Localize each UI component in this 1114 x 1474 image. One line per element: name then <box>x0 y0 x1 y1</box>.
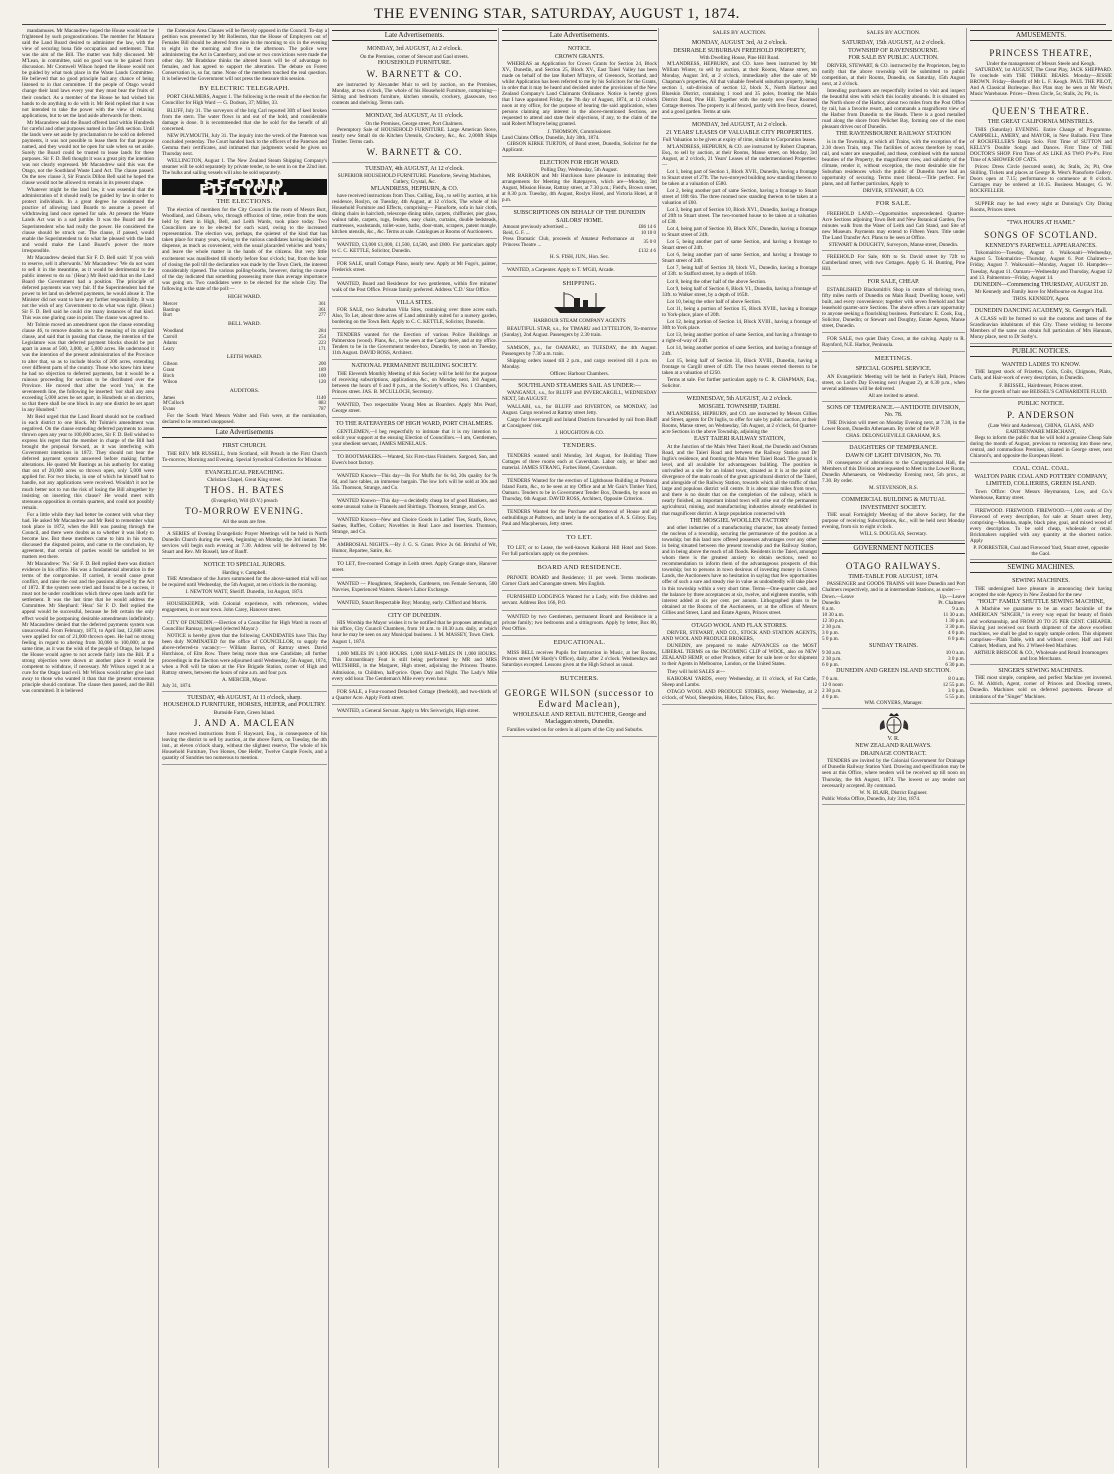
table-row: Grant 189 <box>163 368 326 374</box>
timetable-header: Down.—Leave Up.—Leave <box>822 594 965 601</box>
advert: TUESDAY, 4th AUGUST, At 11 o'clock, sharp. HOUSEHOLD FURNITURE, HORSES, HEIFER, and POULTRY. Burnside Farm, Green Island. J. AND A. MACLEAN have received instructions from F. Hayward, Esq., in consequence of his leaving the district to sell by auction, at the above Farm, on Tuesday, the 4th inst., at eleven o'clock sharp, without the slightest reserve, The whole of his Household Furniture, Two Horses, One Heifer, Twelve Couple Fowls, and a quantity of Sundries too numerous to mention. <box>162 693 327 765</box>
advert: BEAUTIFUL STAR, s.s., for TIMARU and LYTTELTON, To-morrow (Sunday), 2nd August. Passengers by 2.30 train. <box>502 324 657 342</box>
advert: WANTED, £3,000 £1,000, £1,500, £4,500, and £800. For particulars apply to C. C. KETTLE, Solicitor, Dunedin. <box>332 240 497 258</box>
advert: V. R. NEW ZEALAND RAILWAYS. DRAINAGE CONTRACT. TENDERS are invited by the Colonial Government for Drainage of Dunedin Railway Station Yard. Drawing and specification may be seen at this Office, where tenders will be received up till noon on Thursday, the 6th August, 1874. The lowest or any tender not necessarily accepted. By command. W. N. BLAIR, District Engineer. Public Works Office, Dunedin, July 31st, 1874. <box>822 710 965 805</box>
advert: FREEHOLD For Sale, 60ft to St. David street by 72ft to Cumberland street, with two Cottages. Apply G. H. Bunting, Pine Hill. <box>822 252 965 276</box>
advert: WANTED, Smart Respectable Boy; Monday, early. Clifford and Morris. <box>332 598 497 610</box>
poll-table <box>162 329 327 352</box>
table-row: 10 30 a.m. 11 30 a.m. <box>822 612 965 619</box>
table-row: 5 0 p.m. 6 0 p.m. <box>822 636 965 643</box>
section-heading: MEETINGS. <box>874 355 913 363</box>
table-row: Evans 787 <box>163 407 326 413</box>
advert: WANTED Known—New and Choice Goods in Ladies' Ties, Scarfs, Bows, Sashes, Ruffles, Collars; Novelties in Real Lace and Insertion. Thomson, Strange, and Co. <box>332 515 497 539</box>
advert: WANTED Known—This day—a decidedly cheap lot of good Blankets, and some unusual value in Flannels and Shirtings. Thomson, Strange, and Co. <box>332 496 497 514</box>
second-edition-banner: SECOND EDITION. <box>162 179 327 195</box>
ward-title: BELL WARD. <box>228 321 261 328</box>
amusements-banner: AMUSEMENTS. <box>970 30 1112 41</box>
lot-item: Lot 4, being part of Section 10, Block XIV., Dunedin, having a frontage to Stuart street of 24ft. <box>662 226 817 239</box>
advert: FIREWOOD. FIREWOOD. FIREWOOD.—1,000 cords of Dry Firewood of every description, for sale at Stuart street Jetty, comprising—Manuka, maple, black pine, goai, and mixed wood of every description. To be sold cheap, wholesale or retail. Brickmakers supplied with any quantity at the shortest notice. Apply P. FORRESTER, Coal and Firewood Yard, Stuart street, opposite the Gaol. <box>970 506 1112 560</box>
table-row: 3 0 p.m. 4 0 p.m. <box>822 630 965 637</box>
table-row: Leary 171 <box>163 346 326 352</box>
table-row: Wilson 120 <box>163 379 326 385</box>
telegram: WELLINGTON, August 1. The New Zealand Steam Shipping Company's steamer will be sold separately by private tender, to be sent in on the 22nd inst. The hulks and sailing vessels will also be sold separately. <box>162 157 327 176</box>
advert: MONDAY, 3rd AUGUST, At 11 o'clock. On the Premises, George street, Port Chalmers. Peremptory Sale of HOUSEHOLD FURNITURE. Large American Stove, nearly new Small do do Kitchen Utensils, Crockery, &c., &c. 2,000ft Ships Timber. Terms cash. W. BARNETT & CO. <box>332 111 497 163</box>
lot-item: Lot 5, being another part of same Section, and having a frontage to Stuart street of 24ft. <box>662 239 817 252</box>
advert: WANTED, a Carpenter. Apply to T. M'Gill, Arcade. <box>502 265 657 277</box>
table-row: Gibson 200 <box>163 362 326 368</box>
table-row: James 1140 <box>163 395 326 401</box>
advert: COMMERCIAL BUILDING & MUTUAL INVESTMENT SOCIETY. THE usual Fortnightly Meeting of the above Society, for the purpose of receiving Subscriptions, &c., will be held next Monday evening, from six to eight o'clock. WILL S. DOUGLAS, Secretary. <box>822 495 965 540</box>
article-paragraph: For a little while they had better be content with what they had. He asked Mr Macandrew and Mr Reid to remember what took place in 1872, when the Bill was passing through the Council, and there were doubts as to whether it was likely to become law. But these members came to him in his room, discussed the disputed points, and came to the conclusion, by agreement, that certain of parties would be satisfied to let matters rest there. <box>22 511 154 561</box>
telegram: NEW PLYMOUTH, July 31. The inquiry into the wreck of the Paterson was concluded yesterday. The Court handed back to the officers of the Paterson and Gemma their certificates, and intimated that judgments would be given on Thursday next. <box>162 132 327 157</box>
advert: FOR SALE, CHEAP. ESTABLISHED Blacksmith's Shop in centre of thriving town, fifty miles north of Dunedin on Main Road; Dwelling house, well built, and every convenience; together with seven freehold and four leasehold quarter-acre Sections. The above offers a rare opportunity to anyone seeking a flourishing business. Particulars: E. Cook, Esq., Solicitor, Dunedin; or Stewart and Doughty, Estate Agents, Manse street, Dunedin. <box>822 277 965 333</box>
advert: COAL. COAL. COAL. WALTON PARK COAL AND POTTERY COMPANY, LIMITED, COLLIERIES, GREEN ISLAND. Town Office: Over Messrs Heymanson, Low, and Co.'s Warehouse, Rattray street. <box>970 464 1112 505</box>
article-paragraph: Mr Macandrew denied that Sir F. D. Bell said: 'if you wish to reserve, sell it afterwards.' Mr Macandrew: 'We do not want to sell it in the meantime, as it would be detrimental to the public interest to do so.' (Hear.) Mr Reid said that on the Land Board the Government had a position. The principle of deferred payments was very fair. If the Superintendent had the power to let land on deferred payments, he would abuse it. The Minister did not want to have any further responsibility. It was not the wish of any Government to do what was right. (Hear.) Sir F. D. Bell said he could cite many instances of that kind. This was one glaring case in point. The clause was agreed to. <box>22 254 154 322</box>
advert: TENDERS Wanted for the Purchase and Removal of House and all outbuildings at Pudtown, and lately in the occupation of A. S. Gilroy. Esq. Paul and Macpherson, Jetty street. <box>502 507 657 531</box>
advert: WANTED LADIES TO KNOW. THE largest stock of Frizettes, Coils, Coils, Chignons, Plaits, Curls, and Hair-work of every description, in Dunedin. F. BEISSEL, Hairdresser, Princes street. For the growth of hair use BEISSEL'S CATHARIDITE FLUID. <box>970 360 1112 398</box>
table-row: 9 30 a.m. 10 0 a.m. <box>822 650 965 656</box>
table-row: Mercer 361 <box>163 301 326 307</box>
public-notices-banner: PUBLIC NOTICES. <box>970 346 1112 357</box>
lot-item: Lot 1, being part of Section 1, Block XVII., Dunedin, having a frontage to Stuart street of 27ft. The two-storeyed building now standing thereon to be taken at a valuation of £580. <box>662 168 817 187</box>
section-heading: BOARD AND RESIDENCE. <box>537 564 622 572</box>
column-3 <box>328 28 497 1468</box>
late-ads-banner: Late Advertisements. <box>502 30 657 41</box>
advert: AMBROSIAL NIGHTS.—By J. G. S. Grant. Price 2s 6d. Brimful of Wit, Humor, Repartee, Satire, &c. <box>332 540 497 558</box>
masthead: THE EVENING STAR, SATURDAY, AUGUST 1, 1874. <box>374 6 740 22</box>
advert: MISS BELL receives Pupils for Instruction in Music, at her Rooms, Princes street (Mr Hardy's Office), daily, after 2 o'clock. Wednesdays and Saturdays excepted. Lessons given at the High School as usual. <box>502 648 657 672</box>
sewing-machines-banner: SEWING MACHINES. <box>970 562 1112 573</box>
table-row: 2 30 p.m. 3 0 p.m. <box>822 656 965 663</box>
poll-table <box>162 302 327 319</box>
section-heading: THE ELECTIONS. <box>216 198 273 206</box>
column-5 <box>658 28 817 1468</box>
column-1 <box>22 28 154 1468</box>
advert: TENDERS Wanted for the erection of Lighthouse Building at Pomona Island Farm, &c., to be seen at my Office and at Mr Gair's Timber Yard, Oamaru. Tenders to be in Government Tender Box, Dunedin, by noon on Thursday, 6th August. DAVID ROSS, Architect, Opposite Criterion. <box>502 476 657 506</box>
advert: QUEEN'S THEATRE. THE GREAT CALIFORNIA MINSTRELS. THIS (Saturday) EVENING. Entire Change of Programme. CAMPBELL, AMERY, and MAYOR, in New Ballads. First Time of ROCKFELLER'S Banjo Solo. First Time of SUTTON and KELLY'S Double Songs and Dances. First Time of THE DOCTOR'S SHOP. First Time of AS LIKE AS TWO P's-P's. First Time of A SHOWER OF CATS. Prices: Dress Circle (secured seats), 4s; Stalls, 2s; Pit, One Shilling. Tickets and places at George R. West's Pianoforte Gallery. Doors open at 7.15; performance to commence at 8 o'clock. Carriages may be ordered at 10.15. Business Manager, G. W. ROCKFELLER. <box>970 102 1112 198</box>
advert: PRIVATE BOARD and Residence; 11 per week. Terms moderate. Corner Clark and Canongate streets. Mrs English. <box>502 573 657 591</box>
advert: SOUTHLAND STEAMERS SAIL AS UNDER:— WANGANUI, s.s., for BLUFF and INVERCARGILL, WEDNESDAY NEXT, 5th AUGUST. WALLABI, s.s., for BLUFF and RIVERTON, on MONDAY, 3rd August. Cargo received at Rattray street Jetty. Cargo for Invercargill and Inland Districts forwarded by rail from Bluff at Consignees' risk. J. HOUGHTON & CO. <box>502 381 657 439</box>
column-4 <box>498 28 657 1468</box>
late-ads-banner: Late Advertisements. <box>332 30 497 41</box>
ward-title: AUDITORS. <box>229 387 260 394</box>
advert: OTAGO WOOL AND FLAX STORES. DRIVER, STEWART, AND CO., STOCK AND STATION AGENTS, AND WOOL AND PRODUCE BROKERS, DUNEDIN, are prepared to make ADVANCES on the MOST LIBERAL TERMS on the INCOMING CLIP of WOOL, also on NEW ZEALAND HEMP, or other Produce, either for sale here or for shipment to their Agents in Melbourne, London, or the United States. They will hold SALES at— KAIKORAI YARDS, every Wednesday, at 11 o'clock, of Fat Cattle, Sheep and Lambs. OTAGO WOOL AND PRODUCE STORES, every Wednesday, at 2 o'clock, of Wool, Sheepskins, Hides, Tallow, Flax, &c. <box>662 621 817 705</box>
advert: FURNISHED LODGINGS Wanted for a Lady, with five children and servant. Address Box 166, P.O. <box>502 592 657 610</box>
lot-item: Lot 13, being another portion of same Section, and having a frontage to a right-of-way of 24ft. <box>662 331 817 344</box>
article-paragraph: Whatever might be the land law, it was essential that the administration of it should really be guided by law in order to protect individuals. In a great degree he condemned the practice of allowing land Boards to assume a power of withdrawing land once opened for sale. At present the Waste Lands Act was in a sad jumble. It was the Board and the Superintendent who had really the power. He considered the clause should be struck out. The clause, if passed, would enable the Superintendent to do what he pleased with the land and would make the Land Board's power the more irresponsible. <box>22 187 154 254</box>
advert: SATURDAY, 15th AUGUST, At 2 o'clock. TOWNSHIP OF RAVENSBOURNE. FOR SALE BY PUBLIC AUCTION. DRIVER, STEWART, & CO. instructed by the Proprietors, beg to notify that the above township will be submitted to public competition, at their Rooms, Dunedin, on Saturday, 15th August next, at 2 o'clock. Intending purchasers are respectfully invited to visit and inspect the beautiful sites with which this locality abounds. It is situated on the North shore of the Harbor, about two miles from the Post Office by rail, has a favorite resort, and commands a magnificent view of the Harbor from Dunedin to the Heads. There is a good metalled road along the shore from Pelichet Bay, forming one of the most pleasant drives out of Dunedin. THE RAVENSBOURNE RAILWAY STATION is in the Township, at which all Trains, with the exception of the 2.30 down Train, stop. The facilities of access therefore by road, rail, and water are unequalled, and these, combined with the natural beauties of the Property, the magnificent view, and salubrity of the climate, render it, without exception, the most desirable site for Suburban residences which the public of Dunedin have had an opportunity of securing. Terms most liberal.—Title perfect. For plans, and all further particulars, Apply to DRIVER, STEWART, & CO. <box>822 38 965 197</box>
advert: A SERIES of Evening Evangelistic Prayer Meetings will be held in North Dunedin Church during the week, beginning on Monday, the 3rd instant. The services will begin each evening at 7.30. Address will be delivered by Mr. Stuart and Rev. Mr Russell, late of Banff. <box>162 529 327 559</box>
article-paragraph: For the South Ward Messrs Walter and Fish were, at the nomination, declared to be returned unopposed. <box>162 412 327 425</box>
advert: TO LET, or to Lease, the well-known Kaikorai Hill Hotel and Store. For full particulars apply on the premises. <box>502 543 657 561</box>
section-heading: BY ELECTRIC TELEGRAPH. <box>199 85 290 93</box>
advert: VILLA SITES. FOR SALE, two Suburban Villa Sites, containing over three acres each. Also, To Let, about three acres of Land admirably suited for a nursery garden, bordering on the Town Belt. Apply to C. C. KETTLE, Solicitor, Dunedin. <box>332 298 497 330</box>
advert: SEWING MACHINES. THE undersigned have pleasure in announcing their having accepted the sole Agency in New Zealand for the new "HOLT" FAMILY SHUTTLE SEWING MACHINE, A Machine we guarantee to be an exact facsimile of the AMERICAN "SINGER," in every way equal for beauty of finish and workmanship, and FROM 20 TO 25 PER CENT. CHEAPER. Having just received our fourth shipment of the above excellent machines, we shall be glad to supply sample orders. This shipment comprises—Plain Table, with and without cover; Half and Full Cabinet, Medium, and No. 2 Wheel-feed Machines. ARTHUR BRISCOE & CO., Wholesale and Retail Ironmongers and Iron Merchants. <box>970 576 1112 665</box>
table-row: 2 30 p.m. 3 0 p.m. <box>822 687 965 694</box>
advert: "TWA HOURS AT HAME." SONGS OF SCOTLAND. KENNEDY'S FAREWELL APPEARANCES. Tokomairiro—Tuesday, August 4. Waikouaiti—Wednesday, August 5. Tokomairiro—Thursday, August 6. Port Chalmers—Friday, August 7. Waikouaiti—Monday, August 10. Hampden—Tuesday, August 11. Oamaru—Wednesday and Thursday, August 12 and 13. Palmerston—Friday, August 14. DUNEDIN—Commencing THURSDAY, AUGUST 20. Mr Kennedy and Family leave for Melbourne on August 31st. THOS. KENNEDY, Agent. <box>970 218 1112 305</box>
shipping-agent: HARBOUR STEAM COMPANY AGENTS <box>533 317 626 324</box>
article-paragraph: the Extension Area Clauses will be fiercely opposed in the Council. To-day a petition was presented by Mr Rolleston, that the House of Employers out of Females Bill should be altered from nine in the morning to six in the evening to eight in the morning and five in the afternoon. The police were administering the Act in Canterbury, and one or two convictions were made the other day. Mr Bradshaw thinks the altered hours will be of advantage to females, and has agreed to support the alteration. The debate on Forest Conservation is, so far, tame. None of the members touched the real question. It is believed the Government will not press the measure this session. <box>162 28 327 83</box>
column-7 <box>966 28 1112 1468</box>
advert: TUESDAY, 4th AUGUST, At 12 o'clock. SUPERIOR HOUSEHOLD FURNITURE. Pianoforte, Sewing Machines, Cutlery, Crystal, &c. M'LANDRESS, HEPBURN, & CO. have received instructions from Thos. Culling, Esq., to sell by auction, at his residence, Roslyn, on Tuesday, 4th August, at 12 o'clock, The whole of his Household Furniture and Effects, comprising— Pianoforte, sofa in hair cloth, dining chairs in haircloth, telescope dining table, carpets, chiffonier, pier glass, walnut table, carpets, rugs, fenders, easy chairs, curtains, double bedsteads, mattresses, washstands, toilet-ware, baths, door-mats, scrapers, patent mangle, kitchen utensils, &c., &c. Terms at sale. Catalogues at Rooms of Auctioneers. <box>332 164 497 239</box>
masthead-rule <box>22 24 1106 25</box>
lot-item: Lot 7, being half of Section 18, block VI., Dunedin, having a frontage of 33ft. to Stafford street, by a depth of 165ft. <box>662 265 817 278</box>
poll-table <box>162 362 327 385</box>
advert: CITY OF DUNEDIN. HIS Worship the Mayor wishes it to be notified that he proposes attending at his office, City Council Chambers, from 10 a.m. to 10.30 a.m. daily, at which hour he may be seen on any Municipal business. J. M. MASSEY, Town Clerk. August 1, 1874. <box>332 611 497 649</box>
subscription-table <box>502 225 657 254</box>
table-row: Amount previously advertised ... £86 14 6 <box>503 225 656 231</box>
advert: MONDAY, AUGUST 3rd, At 2 o'clock. DESIRABLE SUBURBAN FREEHOLD PROPERTY, With Dwelling House, Pine Hill Road. M'LANDRESS, HEPBURN, and CO. have been instructed by Mr William Winter, to sell by auction, at their Rooms, Manse street, on Monday, August 3rd, at 2 o'clock, immediately after the sale of Mr Chapman's properties, All that valuable freehold suburban property, being section 1, sub-division of section 12, block X., North Harbour and Blueskin District, containing 1 rood and 35 poles, fronting the Main District Road, Pine Hill. Together with the nearly new Four Roomed Cottage thereon. The property is all fenced, partly with live fence, cleared, and a good garden. Terms at sale. <box>662 38 817 119</box>
advert: WANTED, Two respectable Young Men as Boarders. Apply Mrs Pearl, George street. <box>332 400 497 418</box>
table-row: Carroll 254 <box>163 334 326 340</box>
advert: SINGER'S SEWING MACHINES. THE most simple, complete, and perfect Machine yet invented. G. M. Aldrich, Agent, corner of Princes and Dowling streets, Dunedin. Machines sold on deferred payments. Beware of imitations of the "Singer" Machines. <box>970 666 1112 704</box>
advert: SUBSCRIPTIONS ON BEHALF OF THE DUNEDIN SAILORS' HOME. Amount previously advertised ... £86 14 6 Reid, G. F. ... 10 10 0 Press Dramatic Club, proceeds of Amateur Performance at Princess Theatre ... 35 0 0 £132 4 6 H. S. FISH, JUN., Hon. Sec. <box>502 208 657 263</box>
lot-item: Lot 11, being a portion of Section 15, Block XVIII., having a frontage to York-place, place of 20ft. <box>662 305 817 318</box>
advert: WANTED, Board and Residence for two gentlemen, within five minutes' walk of the Post Office. Private family preferred. Address 'C.D.' Star Office. <box>332 279 497 297</box>
article-paragraph: Mr Macandrew said the Board offered land within Hundreds for careful and other purposes named in the 56th section. Until the lands were set aside by proclamation to be sold on deferred payments, it was not possible to lease them for that purpose named, and they would not be open for sale when so set aside. Surely the Board could be trusted to lease lands for these purposes. Sir F. D. Bell thought it was a great pity the intention was not clearly expressed. Mr Macandrew said this was the Otago, not the Southland Waste Land Act. The clause passed. On the new clause 3, Sir Francis Dillon Bell said he hoped the clause would not be allowed to remain in its present shape. <box>22 119 154 187</box>
advert: FIRST CHURCH. THE REV. MR RUSSELL, from Scotland, will Preach in the First Church To-morrow, Morning and Evening. Special Synodical Collection for Mission <box>162 441 327 467</box>
advert: TO BOOTMAKERS.—Wanted, Six First-class Finishers. Sargood, Son, and Ewen's boot factory. <box>332 452 497 470</box>
table-row: 12 0 noon 12 55 p.m. <box>822 681 965 688</box>
government-notices-banner: GOVERNMENT NOTICES <box>822 543 965 554</box>
article-paragraph: mandamuses. Mr Macandrew hoped the House would not be frightened by such prognostications. The member for Mataura said the Land Board desired to administer the law, with the view of securing bona fide occupation and settlement. That was the aim of the Bill. The matter was fully discussed. Mr M'Lean, in committee, said no good was to be gained from discussion. Mr Cromwell Wilson hoped the House would not be guided by what took place in the Waste Lands Committee. He believed that no good principle had any chance of being listened to in that committee. If the people of Otago would change their land laws every year they must bear the fruits of their conduct. As a member of the House he had wished his hands to do anything to do with it. Mr Reid replied that it was not intended to take the power with the view of relaxing applications, but to set the land aside afterwards for them. <box>22 28 154 119</box>
section-heading: SALES BY AUCTION. <box>866 30 921 36</box>
advert: EVANGELICAL PREACHING. Christian Chapel, Great King street. THOS. H. BATES (Evangelist), Will (D.V.) preach TO-MORROW EVENING. All the seats are free. <box>162 468 327 529</box>
advert: SONS OF TEMPERANCE.—ANTIDOTE DIVISION, No. 78. THE Division will meet on Monday Evening next, at 7.30, in the Lower Room, Dunedin Athenaeum. By order of the W.P. CHAS. DELONGUEVILLE GRAHAM, R.S. <box>822 403 965 442</box>
late-ads-banner: Late Advertisements <box>162 427 327 438</box>
lot-item: Lot 2, being another part of same Section, having a frontage to Stuart street of 18ft 6in. The three roomed now standing thereon to be taken at a valuation of £60. <box>662 187 817 206</box>
lot-item: Lot 14, being another portion of same Section, and having a frontage of 24ft. <box>662 344 817 358</box>
table-row: 4 0 p.m. 5 55 p.m. <box>822 693 965 700</box>
advert: WANTED by two Gentlemen, permanent Board and Residence in a private family; two bedrooms and a sittingroom. Apply by letter, Box 80, Post Office. <box>502 612 657 636</box>
section-heading: SHIPPING. <box>562 279 597 287</box>
article-paragraph: The election of members for the City Council in the room of Messrs Burt, Woodland, and Gibson, who, through effluxion of time, retire from the seats held by them in High, Bell, and Leith Wards, took place today. Two Councillors are to be elected for each ward, owing to the increased representation. The election was, perhaps, the quietest of the kind that has taken place for many years, owing to the various candidates having decided to dispense, as much as convenient, with the usual placarded vehicles and 'touts,' and leave the whole matter in the hands of the citizens. But very little excitement was manifested till shortly before four o'clock; but, from the hour of closing the poll till the declaration was made by the Town Clerk, the interest considerably ripened. The various polling-booths, however, during the course of the day indicated that something possessing more than average importance was going on. Two candidates were to be elected for the whole City. The following is the state of the poll:— <box>162 207 327 292</box>
table-row: Birch 100 <box>163 373 326 379</box>
article-paragraph: Mr Macandrew: 'No.' Sir F. D. Bell replied there was distinct evidence in his office. His was a fundamental alteration in the terms of the compromise. If carried, it would cause great conflict, and raise the cost and the passions allayed by the Act of 1872. If the system were tried and found to be a success, it must not be under conditions which threw open lands unfit for settlement. It was the last time that he would address the Committee. Mr Shephard: 'Hear.' Sir F. D. Bell replied the appeal would be successful, because he felt certain the only effect would be postponing desirable amendments indefinitely. Mr Macandrew denied that the deferred payments system was unsuccessful. From February, 1873, to April last, 12,680 acres were applied for out of 21,000 thrown open. He had no strong feeling in regard to altering from 30,000 to 100,000; at the same time, as it was the wish of the people of Otago, he hoped the House would agree to not accede fairly into the Bill. If a strong objection were shown at another place it would be competent to withdraw, if necessary. Mr Wilson urged it as a cure for the Otago land evil. Mr Wilson would rather give land away to those who wanted it than that the present erroneous principle should continue. The clause then passed, and the Bill was committed. It is believed <box>22 561 154 695</box>
advert: SPECIAL GOSPEL SERVICE. AN Evangelistic Meeting will be held in Farley's Hall, Princes street, on Lord's Day Evening next (August 2), at 6.30 p.m., when several addresses will be delivered. All are invited to attend. <box>822 364 965 402</box>
section-heading: EDUCATIONAL. <box>553 638 606 646</box>
table-row: 8 a.m. 9 a.m. <box>822 606 965 613</box>
section-heading: TENDERS. <box>562 441 597 449</box>
table-row: Bastings 361 <box>163 307 326 313</box>
advert: NOTICE. CROWN GRANTS. WHEREAS an Application for Crown Grants for Section 24, Block XV., Dunedin, and Section 25, Block XV., East Taieri Valley has been made on behalf of the late Robert M'Intyre, of Greenock, Scotland, and whilst Application has been referred to me by his Solicitors for the Grants, in order that it may be heard and decided under the provisions of the New Zealand Company's Land Claimants Ordinance. Notice is hereby given that I have appointed Friday, the 7th day of August, 1874, at 12 o'clock noon at my office, for the purpose of hearing the said application, when persons claiming any interest in the above-mentioned Sections, are requested to attend and state their objections, if any, to the claim of the said Robert M'Intyre being granted. J. THOMSON, Commissioner. Land Claims Office, Dunedin, July 30th, 1874. GIBSON KIRKE TURTON, of Bond street, Dunedin, Solicitor for the Applicant. <box>502 44 657 157</box>
advert: DAUGHTERS OF TEMPERANCE. DAWN OF LIGHT DIVISION, No. 70. IN consequence of alterations to the Congregational Hall, the Members of this Division are requested to Meet in the Lower Room, Dunedin Athenaeum, on Wednesday Evening next, 5th prox., at 7.30. By order. M. STEVENSON, R.S. <box>822 443 965 494</box>
royal-crest-icon <box>877 712 911 736</box>
advert: WANTED — Ploughmen, Shepherds, Gardeners, ten Female Servants, 500 Navvies, Experienced Waiters. Skene's Labor Exchange. <box>332 579 497 597</box>
article-paragraph: Mr Reid urged that the Land Board should not be confined in each district to one block. Mr Tolmie's amendment was negatived. On the clause extending deferred payments to areas thrown open any year to 100,000 acres, Sir F. D. Bell wished to express his regret that the member in charge of the Bill had brought the proposal forward, as it was interfering with Government intentions in 1872. They should not bear the deferred payment system answered before making further alterations. He quoted Mr Bastings as his authority for stating that out of 20,000 acres so thrown open, only 5,000 were applied for. For two blocks, in one of which he himself had to handle, not any applications were received. Wouldn't it not be much better not to run the risk of losing the Bill altogether by insisting on inserting this clause? He would meet with strenuous opposition in certain quarters, and could not possibly remain. <box>22 413 154 511</box>
advert: PRINCESS THEATRE, Under the management of Messrs Steele and Keogh. SATURDAY, 1st AUGUST, The Great Play, JACK SHEPPARD. To conclude with THE THREE BEARS. Monday—JESSIE BROWN. Friday—Benefit of Mr L. F. Keogh. PAUL THE PILOT, And A Classical Burlesque. Box Plan may be seen at Mr West's Music Warehouse. Prices—Dress Circle, 5s; Stalls, 2s; Pit, 1s. <box>970 44 1112 101</box>
lot-item: Lot 10, being the other half of above Section. <box>667 298 762 305</box>
table-row: Press Dramatic Club, proceeds of Amateur Performance at Princess Theatre ... 35 0 0 <box>503 237 656 248</box>
advert: MONDAY, 3rd AUGUST, At 2 o'clock. On the Premises, corner of Stewart and Gaol streets. HOUSEHOLD FURNITURE. W. BARNETT & CO. are instructed by Alexander Muir to sell by auction, on the Premises, Monday, at two o'clock, The whole of his Household Furniture, comprising— Sitting and bedroom furniture, kitchen utensils, crockery, glassware, two contents and shelving. Terms cash. <box>332 44 497 110</box>
ward-title: LEITH WARD. <box>226 354 263 361</box>
lot-item: Lot 12, being portion of Section 14, Block XVIII., having a frontage of 30ft to York place. <box>662 318 817 331</box>
advert: TO THE RATEPAYERS OF HIGH WARD, PORT CHALMERS. GENTLEMEN,—I beg respectfully to intimate that it is my intention to solicit your support at the ensuing Election of Councillors.—I am, Gentlemen, your obedient servant, JAMES MENELAUS. <box>332 419 497 451</box>
lot-item: Lot 8, being the other half of the above Section. <box>667 278 767 285</box>
article-paragraph: Mr Tolmie moved an amendment upon the clause extending clause 46, to remove doubts as to the meaning of its original clause, and said that in passing that clause, the intention of the Legislature was that deferred payment blocks should be put apart in areas of 500, 3,000, or 5,000 acres. He understood it was the intention of the present administration of the Province to alter that, so as to include blocks of 200 acres, extending over different parts of the country. Those who knew him knew he had no objection to deferred payments, but it would be a ruinous proceeding for sections to be distributed over the Province. He moved that after the word 'run,' in the seventeenth line, the following be inserted: 'nor shall any area exceeding 5,000 acres be set apart, in Hundreds or on districts, so that there shall be one block in any one district be set apart in any Hundred.' <box>22 322 154 413</box>
advert: NOTICE TO SPECIAL JURORS. Harding v. Campbell. THE Attendance of the Jurors summoned for the above-named trial will not be required until Wednesday, the 5th August, at ten o'clock in the morning. I. NEWTON WATT, Sheriff. Dunedin, 1st August, 1874. <box>162 560 327 598</box>
advert: WEDNESDAY, 5th AUGUST, At 2 o'clock. MOSGIEL TOWNSHIP, TAIERI. M'LANDRESS, HEPBURN, and CO. are instructed by Messrs Gillies and Street, agents for Dr Inglis, to offer for sale by public auction, at their Rooms, Manse street, on Wednesday, 5th August, at 2 o'clock, 64 Quarter-acre Sections in the above Township, adjoining the EAST TAIERI RAILWAY STATION, At the Junction of the Main West Taieri Road, the Dunedin and Outram Road, and the Taieri Road and between the Railway Station and Dr Inglis's residence, and fronting the Main West Taieri Road. The ground is level, and all available for advantageous building. The position is unrivalled as a site for an inland town, situated as it is at the point of divergence of the main roads of the great agricultural district of the Taieri, and alongside of the Railway Station, towards which all the traffic of that large and populous district will centre. It is about nine miles from town, and there is no doubt that on the completion of the railway, which is nearly finished, an important inland town will arise out of the permanent agricultural, mining, and manufacturing industries already established in that magnificent district. A large population connected with THE MOSGIEL WOOLLEN FACTORY and other industries of a manufacturing character, has already formed the nucleus of a township, securing the permanence of the position as a township; but this land now offered possesses advantages over any other in being situated between the present township and the Railway Station, and in being above the reach of all floods. Residents in the Taieri, amongst whom there is the greatest anxiety to obtain sections, need no recommendation to inform them of the advantageous prospects of this township; but to persons in town desirous of investing money in Crown Lands, the Auctioneers have no hesitation in saying that few opportunities offer of such a sure and steady rise in value as undoubtedly will take place in this township within a very short time. Terms—One-quarter cash, and the balance by three acceptances at six, twelve, and eighteen months, with interest added at six per cent. per annum. Lithographed plans to be obtained at the Rooms of the Auctioneers, or at the offices of Messrs Gillies and Street, Land and Estate Agents, Princes street. <box>662 394 817 619</box>
advert: FOR SALE, a Four-roomed Detached Cottage (freehold), and two-thirds of a Quarter Acre. Apply Forth street. <box>332 687 497 705</box>
table-row: 12 30 p.m. 1 30 p.m. <box>822 618 965 625</box>
section-heading: TO LET. <box>566 534 593 542</box>
advert: SAMSON, p.s., for OAMARU, on TUESDAY, the 4th August. Passengers by 7.30 a.m. train. Shipping orders issued till 2 p.m., and cargo received till 4 p.m. on Monday. Offices: Harbour Chambers. <box>502 343 657 380</box>
telegram: PORT CHALMERS, August 1. The following is the result of the election for Councillor for High Ward — G. Dodson, 37; Miller, 33. <box>162 94 327 107</box>
advert: HOUSEKEEPER, with Colonial experience, with references, wishes engagement, in or near town. John Carey, Hanover street. <box>162 599 327 617</box>
table-row: £132 4 6 <box>638 248 656 254</box>
advert: TENDERS wanted for the Erection of various Police Buildings at Palmerston (wood). Plans, &c., to be seen at the Camp there, and at my office. Tenders to be in the Government tender-box, Dunedin, by noon on Tuesday, 11th August. DAVID ROSS, Architect. <box>332 330 497 360</box>
section-heading: BUTCHERS. <box>560 674 599 682</box>
advert: CITY OF DUNEDIN.—Election of a Councillor for High Ward in room of Councillor Ramsay, resigned (elected Mayor.) NOTICE is hereby given that the following CANDIDATES have This Day been duly NOMINATED for the office of COUNCILLOR, to supply the above-referred-to vacancy:— William Barron, of Rattray street. David Hutchison, of Elm Row. There being more than one Candidate, all further proceedings in the Election were adjourned until Wednesday, 5th August, 1874, when a Poll will be taken at the Fire Brigade Station, corner of High and Rattray streets, between the hours of nine a.m. and four p.m. A. MERCER, Mayor. July 31, 1874. <box>162 618 327 692</box>
advert: GEORGE WILSON (successor to Edward Maclean), WHOLESALE AND RETAIL BUTCHER, George and Maclaggan streets, Dunedin. Families waited on for orders in all parts of the City and Suburbs. <box>502 684 657 737</box>
advert: OTAGO RAILWAYS. TIME-TABLE FOR AUGUST, 1874. PASSENGER and GOODS TRAINS will leave Dunedin and Port Chalmers respectively, and in at intermediate Stations, as under:— Down.—Leave Up.—Leave Dunedin Pt. Chalmers 8 a.m. 9 a.m. 10 30 a.m. 11 30 a.m. 12 30 p.m. 1 30 p.m. 2 30 p.m. 3 30 p.m. 3 0 p.m. 4 0 p.m. 5 0 p.m. 6 0 p.m. SUNDAY TRAINS. 9 30 a.m. 10 0 a.m. 2 30 p.m. 3 0 p.m. 6 0 p.m. 6 30 p.m. DUNEDIN AND GREEN ISLAND SECTION. 7 0 a.m. 8 0 a.m. 12 0 noon 12 55 p.m. 2 30 p.m. 3 0 p.m. 4 0 p.m. 5 55 p.m. WM. CONYERS, Manager. <box>822 557 965 709</box>
advert: FOR SALE, small Cottage Piano, nearly new. Apply at Mr Fogo's, painter, Frederick street. <box>332 259 497 277</box>
advert: FOR SALE, two quiet Dairy Cows, at the calving. Apply to R. Raynford, N.E. Harbor, Peninsula. <box>822 334 965 352</box>
column-2 <box>158 28 327 1468</box>
advert: FREEHOLD LAND.—Opportunities unprecedented. Quarter-Acre Sections adjoining Town Belt and New Botanical Garden, five minutes walk from the Water of Leith and Cab Stand, and Site of new Museum. Payments may extend to Fifteen Years. Title under The Land Transfer Act. Plans to be seen at Office. STEWART & DOUGHTY, Surveyors, Manse street, Dunedin. <box>822 209 965 251</box>
table-row: Reid, G. F. ... 10 10 0 <box>503 231 656 237</box>
advert: 1,000 MILES IN 1,000 HOURS. 1,000 HALF-MILES IN 1,000 HOURS. This Extraordinary Feat is still being performed by MR and MRS WILTSHIRE, in the Margaret, High street, adjoining the Princess Theatre. Admission, to Children, half-price. Open Day and Night. The Lady's Mile every odd hour. The Gentleman's Mile every even hour. <box>332 649 497 685</box>
advert: ELECTION FOR HIGH WARD. Polling Day, Wednesday, 5th August. MR BARRON and Mr Hutchison have pleasure in intimating their arrangements for Meeting the Ratepayers, which are—Monday, 3rd August, Mission House, Rattray street, at 7.30 p.m.; Field's, Brown street, at 8.30 p.m. Tuesday, 4th August, Roslyn Hotel, and Victoria Hotel, at 8 p.m. <box>502 158 657 208</box>
poll-table <box>162 396 327 413</box>
advert: SUPPER may be had every night at Dunning's City Dining Rooms, Princes street. <box>970 199 1112 217</box>
table-row: 2 30 p.m. 3 30 p.m. <box>822 624 965 631</box>
advert: WANTED, a General Servant. Apply to Mrs Seivwright, High street. <box>332 706 497 718</box>
table-row: Woodland 284 <box>163 329 326 335</box>
advert: MONDAY, 3rd AUGUST, At 2 o'clock. 21 YEARS' LEASES OF VALUABLE CITY PROPERTIES. Full Valuation to be given at expiry of time, similar to Corporation leases. M'LANDRESS, HEPBURN, & CO. are instructed by Robert Chapman, Esq., to sell by auction, at their Rooms, Manse street, on Monday, 3rd August, at 2 o'clock, 21 Years' Leases of the undermentioned Properties:— Lot 1, being part of Section 1, Block XVII., Dunedin, having a frontage to Stuart street of 27ft. The two-storeyed building now standing thereon to be taken at a valuation of £580. Lot 2, being another part of same Section, having a frontage to Stuart street of 18ft 6in. The three roomed now standing thereon to be taken at a valuation of £60. Lot 3, being part of Section 10, Block XVI., Dunedin, having a frontage of 20ft to Stuart street. The two-roomed house to be taken at a valuation of £30. Lot 4, being part of Section 10, Block XIV., Dunedin, having a frontage to Stuart street of 24ft. Lot 5, being another part of same Section, and having a frontage to Stuart street of 24ft. Lot 6, being another part of same Section, and having a frontage to Stuart street of 24ft. Lot 7, being half of Section 18, block VI., Dunedin, having a frontage of 33ft. to Stafford street, by a depth of 165ft. Lot 8, being the other half of the above Section. Lot 9, being half of Section 6, Block VI., Dunedin, having a frontage of 33ft. to Walker street, by a depth of 165ft. Lot 10, being the other half of above Section. Lot 11, being a portion of Section 15, Block XVIII., having a frontage to York-place, place of 20ft. Lot 12, being portion of Section 14, Block XVIII., having a frontage of 30ft to York place. Lot 13, being another portion of same Section, and having a frontage to a right-of-way of 24ft. Lot 14, being another portion of same Section, and having a frontage of 24ft. Lot 15, being half of Section 31, Block XVIII., Dunedin, having a frontage to Cargill street of 42ft. The two houses erected thereon to be taken at a valuation of £250. Terms at sale. For further particulars apply to C. R. CHAPMAN, Esq., Solicitor. <box>662 120 817 393</box>
telegram: BLUFF, July 31. The surveyors of the brig Carl reported 30ft of keel broken from the stern. The water flows in and out of the hold, and considerable damage is done. It is recommended that she be sold for the benefit of all concerned. <box>162 107 327 132</box>
table-row: M'Culloch 883 <box>163 401 326 407</box>
steamship-icon <box>550 290 610 316</box>
timetable-subheader: Dunedin Pt. Chalmers <box>822 600 965 607</box>
section-heading: SALES BY AUCTION. <box>712 30 767 36</box>
column-6 <box>818 28 965 1468</box>
advert: WANTED Known—This day—Ils For Muffs for 6s 6d, 20s quality for 9s 6d, and lace tables, an immense bargain. The low lot's will be sold at 30s and 35s. Thomson, Strange, and Co. <box>332 471 497 495</box>
table-row: Adams 223 <box>163 340 326 346</box>
lot-item: Lot 9, being half of Section 6, Block VI., Dunedin, having a frontage of 33ft. to Walker street, by a depth of 165ft. <box>662 285 817 298</box>
ward-title: HIGH WARD. <box>227 293 262 300</box>
advert: TENDERS wanted until Monday, 3rd August, for Building Three Cottages of three rooms each at Caversham. Labor only, or labor and material. JAMES STRANG, Forbes Hotel, Caversham. <box>502 451 657 475</box>
advert: DUNEDIN DANCING ACADEMY, St. George's Hall. A CLASS will be formed to suit the customs and tastes of the Scandinavian inhabitants of this City. Those wishing to become Members of the same can obtain full particulars of Mrs Hannam, Moray place, next to Dr Sorby's. <box>970 306 1112 344</box>
table-row: Burt 277 <box>163 313 326 319</box>
table-row: 6 0 p.m. 6 30 p.m. <box>822 662 965 669</box>
lot-item: Lot 6, being another part of same Section, and having a frontage to Stuart street of 24ft. <box>662 252 817 265</box>
advert: NATIONAL PERMANENT BUILDING SOCIETY. THE Eleventh Monthly Meeting of this Society will be held for the purpose of receiving subscriptions, applications, &c., on Monday next, 3rd August, between the hours of 6 and 8 p.m., at the Society's offices, No. 1 Chambers, Princes street. JAS. B. M'CULLOCH, Secretary. <box>332 361 497 399</box>
lot-item: Lot 3, being part of Section 10, Block XVI., Dunedin, having a frontage of 20ft to Stuart street. The two-roomed house to be taken at a valuation of £30. <box>662 206 817 226</box>
advert: PUBLIC NOTICE. P. ANDERSON (Late Weir and Anderson), CHINA, GLASS, AND EARTHENWARE MERCHANT, Begs to inform the public that he will hold a genuine Cheap Sale during the month of August, previous to removing into those new, central, and commodious Premises, situated in George street, next Chiaroni's, and opposite the European Hotel. <box>970 399 1112 464</box>
lot-item: Lot 15, being half of Section 31, Block XVIII., Dunedin, having a frontage to Cargill street of 42ft. The two houses erected thereon to be taken at a valuation of £250. <box>662 358 817 377</box>
section-heading: FOR SALE. <box>875 199 912 207</box>
advert: TO LET, five-roomed Cottage in Leith street. Apply Grange store, Hanover street. <box>332 559 497 577</box>
table-row: 7 0 a.m. 8 0 a.m. <box>822 675 965 682</box>
